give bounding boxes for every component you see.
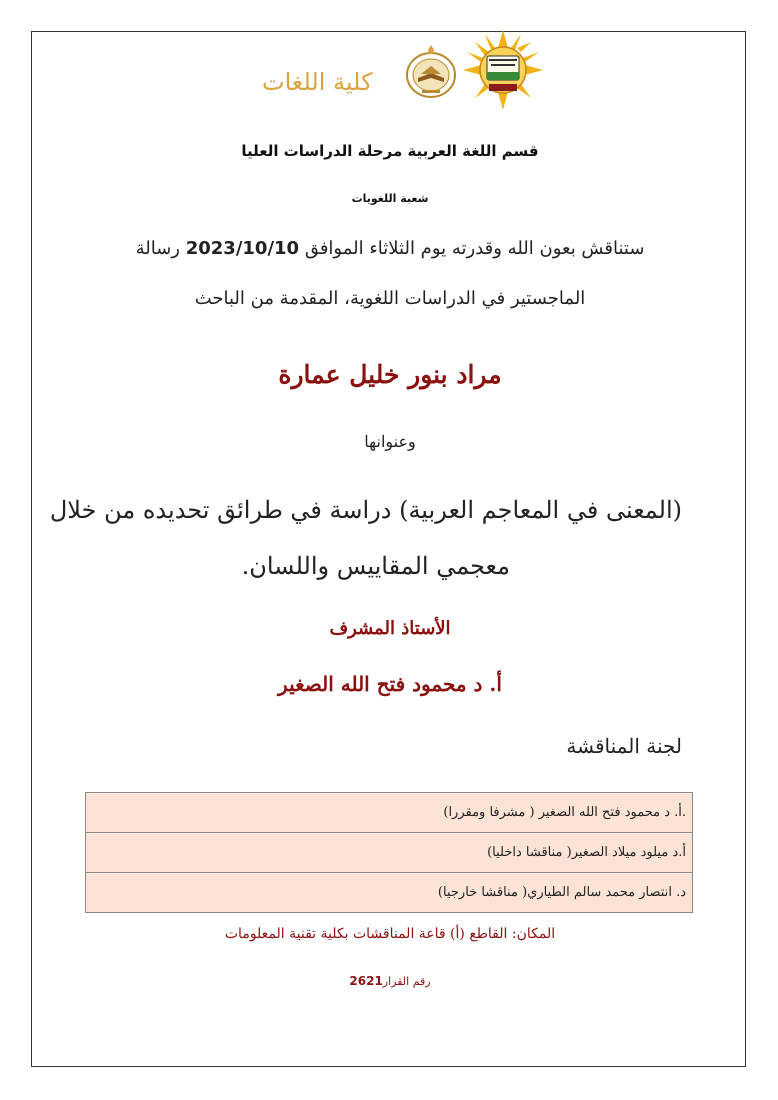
- decision-label: رقم القرار: [382, 975, 431, 988]
- decision-line: [200, 974, 580, 988]
- branch-line: شعبة اللغويات: [351, 192, 429, 205]
- location-line: المكان: القاطع (أ) قاعة المناقشات بكلية تقنية المعلومات: [224, 926, 556, 942]
- department-line: قسم اللغة العربية مرحلة الدراسات العليا: [241, 142, 539, 160]
- thesis-title-line-2: معجمي المقاييس واللسان.: [241, 552, 510, 580]
- table-row: [86, 833, 693, 873]
- supervisor-label: الأستاذ المشرف: [329, 618, 451, 639]
- table-row: [86, 793, 693, 833]
- supervisor-name: أ. د محمود فتح الله الصغير: [278, 672, 502, 696]
- committee-member: أ.د ميلود ميلاد الصغير( مناقشا داخليا): [86, 833, 693, 873]
- announcement-line-1: [80, 238, 700, 259]
- faculty-seal-icon: [404, 44, 458, 102]
- announcement-line-2: الماجستير في الدراسات اللغوية، المقدمة من الباحث: [194, 288, 586, 309]
- defense-date: 2023/10/10: [185, 238, 300, 259]
- faculty-name-logo: كلية اللغات: [262, 68, 373, 96]
- table-row: [86, 873, 693, 913]
- committee-member: د. انتصار محمد سالم الطياري( مناقشا خارجيا): [86, 873, 693, 913]
- announcement-prefix: ستناقش بعون الله وقدرته يوم الثلاثاء الموافق: [304, 238, 645, 259]
- committee-table: [85, 792, 693, 913]
- thesis-title-line-1: (المعنى في المعاجم العربية) دراسة في طرائق تحديده من خلال: [49, 496, 682, 524]
- committee-title: لجنة المناقشة: [566, 734, 682, 758]
- decision-number: 2621: [349, 974, 383, 988]
- researcher-name: مراد بنور خليل عمارة: [278, 360, 502, 389]
- committee-member: .أ. د محمود فتح الله الصغير ( مشرفا ومقررا): [86, 793, 693, 833]
- title-intro: وعنوانها: [364, 432, 416, 451]
- university-emblem-icon: [463, 30, 543, 110]
- announcement-suffix: رسالة: [135, 238, 180, 259]
